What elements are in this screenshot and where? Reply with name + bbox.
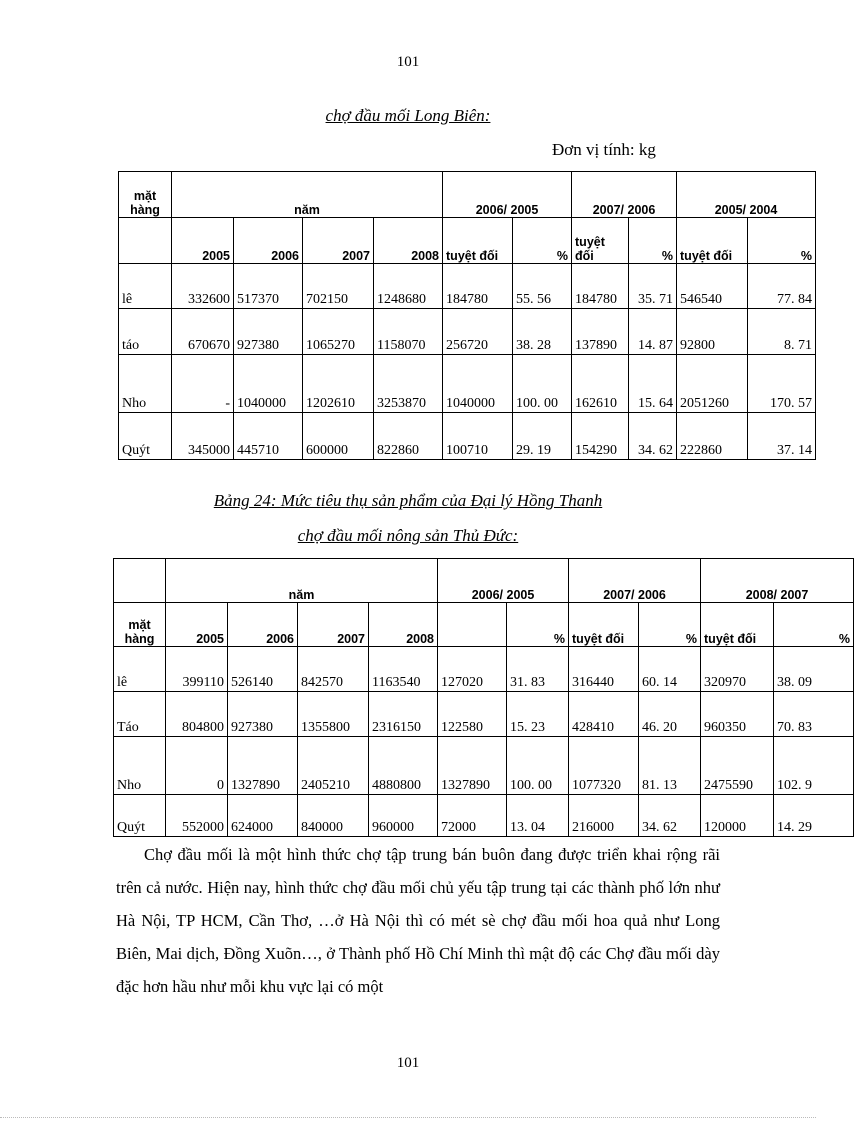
cell: 100. 00 — [507, 737, 569, 795]
cell-item: Quýt — [119, 413, 172, 460]
header-year: 2005 — [172, 218, 234, 264]
cell: 127020 — [438, 647, 507, 692]
cell: 2051260 — [677, 355, 748, 413]
cell: 154290 — [572, 413, 629, 460]
cell: 546540 — [677, 264, 748, 309]
header-year: 2008 — [369, 603, 438, 647]
header-percent: % — [629, 218, 677, 264]
table2-subcaption: chợ đầu mối nông sản Thủ Đức: — [297, 526, 519, 545]
cell: 77. 84 — [748, 264, 816, 309]
cell: 1327890 — [438, 737, 507, 795]
cell: 1355800 — [298, 692, 369, 737]
cell: 4880800 — [369, 737, 438, 795]
table2-caption: Bảng 24: Mức tiêu thụ sản phẩm của Đại lý Hồng Thanh — [213, 491, 603, 510]
table-thu-duc — [113, 558, 854, 837]
cell: 1327890 — [228, 737, 298, 795]
cell: 38. 28 — [513, 309, 572, 355]
cell: 1040000 — [443, 355, 513, 413]
cell: 2405210 — [298, 737, 369, 795]
cell-item: lê — [119, 264, 172, 309]
cell: 100710 — [443, 413, 513, 460]
cell: 1163540 — [369, 647, 438, 692]
header-tuyet-doi: tuyệt đối — [677, 218, 748, 264]
cell: - — [172, 355, 234, 413]
header-group-1: 2006/ 2005 — [438, 559, 569, 603]
table-row — [114, 737, 854, 795]
header-tuyet-doi: tuyệt đối — [443, 218, 513, 264]
cell: 137890 — [572, 309, 629, 355]
cell: 345000 — [172, 413, 234, 460]
paragraph-text: Chợ đầu mối là một hình thức chợ tập trung bán buôn đang được triển khai rộng rãi trên cả nước. Hiện nay, hình thức chợ đầu mối chủ yếu tập trung tại các thành phố lớn như Hà Nội, TP HCM, Cần Thơ, …ở Hà Nội thì có mét sè chợ đầu mối hoa quả như Long Biên, Mai dịch, Đồng Xuõn…, ở Thành phố Hồ Chí Minh thì mật độ các Chợ đầu mối dày đặc hơn hầu như mỗi khu vực lại có một — [116, 845, 720, 996]
cell: 122580 — [438, 692, 507, 737]
cell: 13. 04 — [507, 795, 569, 837]
cell: 1077320 — [569, 737, 639, 795]
cell: 1158070 — [374, 309, 443, 355]
header-year: 2007 — [303, 218, 374, 264]
cell: 55. 56 — [513, 264, 572, 309]
cell: 256720 — [443, 309, 513, 355]
cell: 1248680 — [374, 264, 443, 309]
header-year: 2008 — [374, 218, 443, 264]
cell: 399110 — [166, 647, 228, 692]
cell: 445710 — [234, 413, 303, 460]
cell: 35. 71 — [629, 264, 677, 309]
cell: 2316150 — [369, 692, 438, 737]
cell: 162610 — [572, 355, 629, 413]
cell: 702150 — [303, 264, 374, 309]
cell: 72000 — [438, 795, 507, 837]
header-group-3: 2005/ 2004 — [677, 172, 816, 218]
header-percent: % — [748, 218, 816, 264]
cell-item: Quýt — [114, 795, 166, 837]
table-row — [114, 647, 854, 692]
cell: 92800 — [677, 309, 748, 355]
header-year: 2006 — [228, 603, 298, 647]
header-year: 2006 — [234, 218, 303, 264]
cell: 34. 62 — [639, 795, 701, 837]
cell: 840000 — [298, 795, 369, 837]
cell: 960350 — [701, 692, 774, 737]
cell: 102. 9 — [774, 737, 854, 795]
cell: 927380 — [228, 692, 298, 737]
page-edge-divider — [0, 1117, 816, 1118]
cell: 8. 71 — [748, 309, 816, 355]
cell: 428410 — [569, 692, 639, 737]
cell-item: Nho — [119, 355, 172, 413]
header-group-1: 2006/ 2005 — [443, 172, 572, 218]
cell: 320970 — [701, 647, 774, 692]
cell: 100. 00 — [513, 355, 572, 413]
cell-item: lê — [114, 647, 166, 692]
header-mat-hang: mặt hàng — [119, 172, 172, 218]
cell: 15. 23 — [507, 692, 569, 737]
header-percent: % — [513, 218, 572, 264]
cell-item: táo — [119, 309, 172, 355]
cell: 34. 62 — [629, 413, 677, 460]
cell: 14. 87 — [629, 309, 677, 355]
cell: 670670 — [172, 309, 234, 355]
cell: 46. 20 — [639, 692, 701, 737]
cell-item: Nho — [114, 737, 166, 795]
cell: 31. 83 — [507, 647, 569, 692]
cell: 526140 — [228, 647, 298, 692]
header-year: 2005 — [166, 603, 228, 647]
cell: 960000 — [369, 795, 438, 837]
header-year: 2007 — [298, 603, 369, 647]
header-mat-hang: mặt hàng — [114, 603, 166, 647]
cell: 120000 — [701, 795, 774, 837]
cell: 170. 57 — [748, 355, 816, 413]
cell: 0 — [166, 737, 228, 795]
header-group-3: 2008/ 2007 — [701, 559, 854, 603]
cell: 37. 14 — [748, 413, 816, 460]
cell: 316440 — [569, 647, 639, 692]
table-row — [114, 692, 854, 737]
body-paragraph — [116, 838, 720, 1003]
cell: 1065270 — [303, 309, 374, 355]
cell: 38. 09 — [774, 647, 854, 692]
cell: 1040000 — [234, 355, 303, 413]
cell: 517370 — [234, 264, 303, 309]
cell: 822860 — [374, 413, 443, 460]
header-percent: % — [639, 603, 701, 647]
cell: 3253870 — [374, 355, 443, 413]
cell: 15. 64 — [629, 355, 677, 413]
header-empty — [438, 603, 507, 647]
header-group-2: 2007/ 2006 — [572, 172, 677, 218]
page-number-top: 101 — [396, 54, 420, 70]
header-tuyet-doi: tuyệt đối — [701, 603, 774, 647]
cell: 2475590 — [701, 737, 774, 795]
header-tuyet-doi: tuyệt đối — [569, 603, 639, 647]
header-empty — [114, 559, 166, 603]
cell: 60. 14 — [639, 647, 701, 692]
cell: 14. 29 — [774, 795, 854, 837]
unit-label: Đơn vị tính: kg — [552, 140, 656, 159]
header-nam: năm — [172, 172, 443, 218]
page-number-bottom: 101 — [396, 1055, 420, 1071]
cell: 624000 — [228, 795, 298, 837]
cell: 29. 19 — [513, 413, 572, 460]
header-tuyet-doi: tuyệt đối — [572, 218, 629, 264]
cell: 804800 — [166, 692, 228, 737]
cell: 332600 — [172, 264, 234, 309]
cell: 222860 — [677, 413, 748, 460]
cell: 600000 — [303, 413, 374, 460]
cell-item: Táo — [114, 692, 166, 737]
header-percent: % — [507, 603, 569, 647]
cell: 927380 — [234, 309, 303, 355]
table-row — [114, 795, 854, 837]
cell: 184780 — [443, 264, 513, 309]
cell: 81. 13 — [639, 737, 701, 795]
header-group-2: 2007/ 2006 — [569, 559, 701, 603]
cell: 184780 — [572, 264, 629, 309]
cell: 70. 83 — [774, 692, 854, 737]
cell: 216000 — [569, 795, 639, 837]
cell: 1202610 — [303, 355, 374, 413]
table1-caption: chợ đầu mối Long Biên: — [325, 106, 491, 125]
header-nam: năm — [166, 559, 438, 603]
cell: 552000 — [166, 795, 228, 837]
header-percent: % — [774, 603, 854, 647]
cell: 842570 — [298, 647, 369, 692]
